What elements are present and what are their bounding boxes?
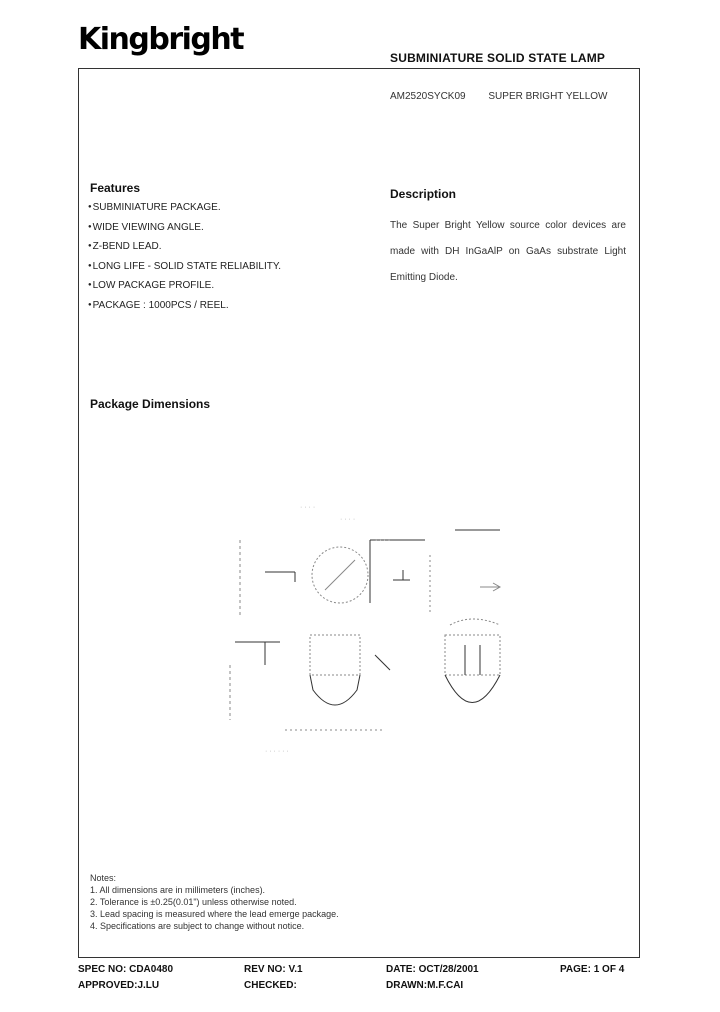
approved-by: APPROVED:J.LU bbox=[78, 980, 160, 991]
package-dimensions-drawing bbox=[225, 495, 515, 770]
features-list bbox=[88, 202, 281, 319]
note-item: 3. Lead spacing is measured where the lead emerge package. bbox=[90, 909, 339, 919]
part-info bbox=[390, 91, 628, 102]
checked-by: CHECKED: bbox=[244, 980, 297, 991]
date: DATE: OCT/28/2001 bbox=[386, 964, 479, 975]
note-item: 2. Tolerance is ±0.25(0.01") unless otherwise noted. bbox=[90, 897, 297, 907]
description-text: The Super Bright Yellow source color devices are made with DH InGaAlP on GaAs substrate Light Emitting Diode. bbox=[390, 220, 626, 283]
svg-text:· · · ·: · · · · bbox=[375, 537, 391, 544]
description-title: Description bbox=[390, 187, 457, 201]
svg-text:· · · · · ·: · · · · · · bbox=[265, 748, 289, 755]
part-number: AM2520SYCK09 bbox=[390, 91, 466, 102]
notes-section bbox=[90, 872, 339, 932]
package-dimensions-title: Package Dimensions bbox=[90, 397, 211, 411]
svg-text:· · · ·: · · · · bbox=[300, 504, 316, 511]
feature-item: ● Z-BEND LEAD. bbox=[88, 241, 281, 261]
note-item: 1. All dimensions are in millimeters (inches). bbox=[90, 885, 266, 895]
feature-item: ● WIDE VIEWING ANGLE. bbox=[88, 222, 281, 242]
rev-no: REV NO: V.1 bbox=[244, 964, 303, 975]
svg-text:· · · ·: · · · · bbox=[340, 516, 356, 523]
features-title: Features bbox=[90, 181, 141, 195]
feature-item: ● PACKAGE : 1000PCS / REEL. bbox=[88, 300, 281, 320]
spec-no: SPEC NO: CDA0480 bbox=[78, 964, 174, 975]
document-title: SUBMINIATURE SOLID STATE LAMP bbox=[390, 51, 606, 65]
kingbright-logo: Kingbright bbox=[78, 22, 244, 57]
part-color: SUPER BRIGHT YELLOW bbox=[488, 91, 608, 102]
feature-item: ● LOW PACKAGE PROFILE. bbox=[88, 280, 281, 300]
drawn-by: DRAWN:M.F.CAI bbox=[386, 980, 464, 991]
feature-item: ● LONG LIFE - SOLID STATE RELIABILITY. bbox=[88, 261, 281, 281]
footer bbox=[78, 964, 638, 996]
feature-item: ● SUBMINIATURE PACKAGE. bbox=[88, 202, 281, 222]
page-number: PAGE: 1 OF 4 bbox=[560, 964, 625, 975]
note-item: 4. Specifications are subject to change without notice. bbox=[90, 921, 305, 931]
notes-title: Notes: bbox=[90, 873, 117, 883]
